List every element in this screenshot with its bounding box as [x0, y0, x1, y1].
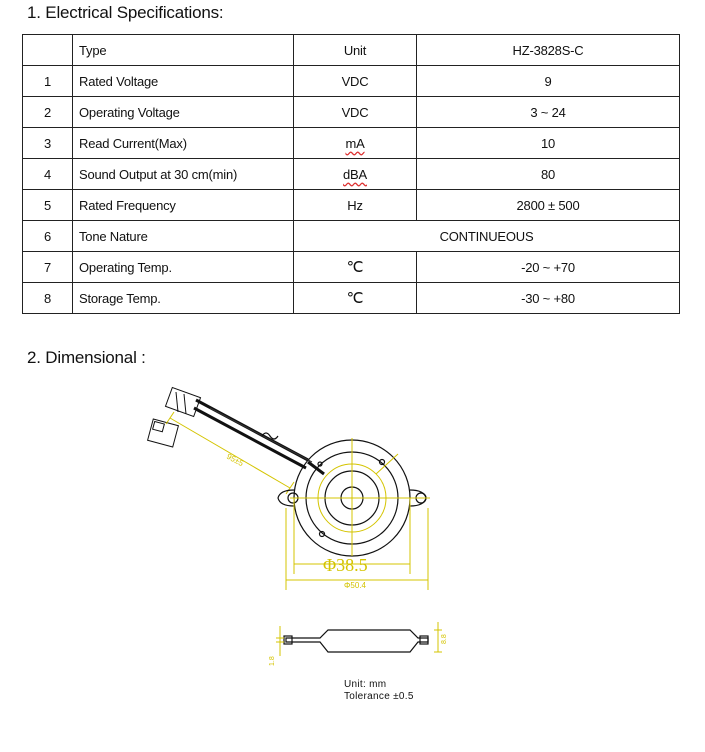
table-row: [23, 97, 680, 128]
row-type: Tone Nature: [73, 221, 294, 252]
row-unit: VDC: [294, 97, 417, 128]
row-unit: ℃: [294, 252, 417, 283]
row-unit: [294, 159, 417, 190]
table-row: [23, 190, 680, 221]
table-row: [23, 252, 680, 283]
row-unit: VDC: [294, 66, 417, 97]
row-number: 4: [23, 159, 73, 190]
unit-note: Unit: mm: [344, 679, 387, 690]
row-value: 3 ~ 24: [417, 97, 680, 128]
row-type: Rated Frequency: [73, 190, 294, 221]
row-type: Operating Temp.: [73, 252, 294, 283]
table-row: [23, 66, 680, 97]
row-value: 10: [417, 128, 680, 159]
row-unit: [294, 128, 417, 159]
table-row: [23, 128, 680, 159]
section-title-electrical: 1. Electrical Specifications:: [27, 3, 224, 22]
unit-text: dBA: [343, 166, 367, 182]
wire-length-label: 95±5: [225, 451, 245, 469]
row-type: Read Current(Max): [73, 128, 294, 159]
row-value: 9: [417, 66, 680, 97]
side-dimensions: [276, 622, 442, 656]
row-value: 2800 ± 500: [417, 190, 680, 221]
row-number: 8: [23, 283, 73, 314]
ear-thickness-label: 1.8: [269, 656, 276, 666]
table-row: [23, 159, 680, 190]
diameter-label: Φ38.5: [323, 555, 368, 575]
width-label: Φ50.4: [344, 581, 366, 590]
row-number: 2: [23, 97, 73, 128]
row-value: 80: [417, 159, 680, 190]
row-value: -30 ~ +80: [417, 283, 680, 314]
side-height-label: 8.8: [441, 634, 448, 644]
row-number: 1: [23, 66, 73, 97]
row-value-merged: CONTINUEOUS: [294, 221, 680, 252]
row-type: Rated Voltage: [73, 66, 294, 97]
header-unit: Unit: [294, 35, 417, 66]
spec-table: [22, 34, 680, 314]
row-type: Storage Temp.: [73, 283, 294, 314]
table-row: [23, 283, 680, 314]
header-model: HZ-3828S-C: [417, 35, 680, 66]
header-no: [23, 35, 73, 66]
row-type: Operating Voltage: [73, 97, 294, 128]
table-row: [23, 221, 680, 252]
row-number: 5: [23, 190, 73, 221]
row-value: -20 ~ +70: [417, 252, 680, 283]
row-unit: ℃: [294, 283, 417, 314]
row-unit: Hz: [294, 190, 417, 221]
row-number: 7: [23, 252, 73, 283]
side-profile: [284, 630, 428, 652]
section-title-dimensional: 2. Dimensional :: [27, 348, 146, 367]
buzzer-top-view-drawing: [130, 378, 450, 598]
buzzer-side-view-drawing: [260, 612, 460, 672]
row-number: 6: [23, 221, 73, 252]
row-number: 3: [23, 128, 73, 159]
row-type: Sound Output at 30 cm(min): [73, 159, 294, 190]
unit-text: mA: [345, 135, 365, 151]
table-header-row: [23, 35, 680, 66]
tolerance-note: Tolerance ±0.5: [344, 691, 414, 702]
header-type: Type: [73, 35, 294, 66]
